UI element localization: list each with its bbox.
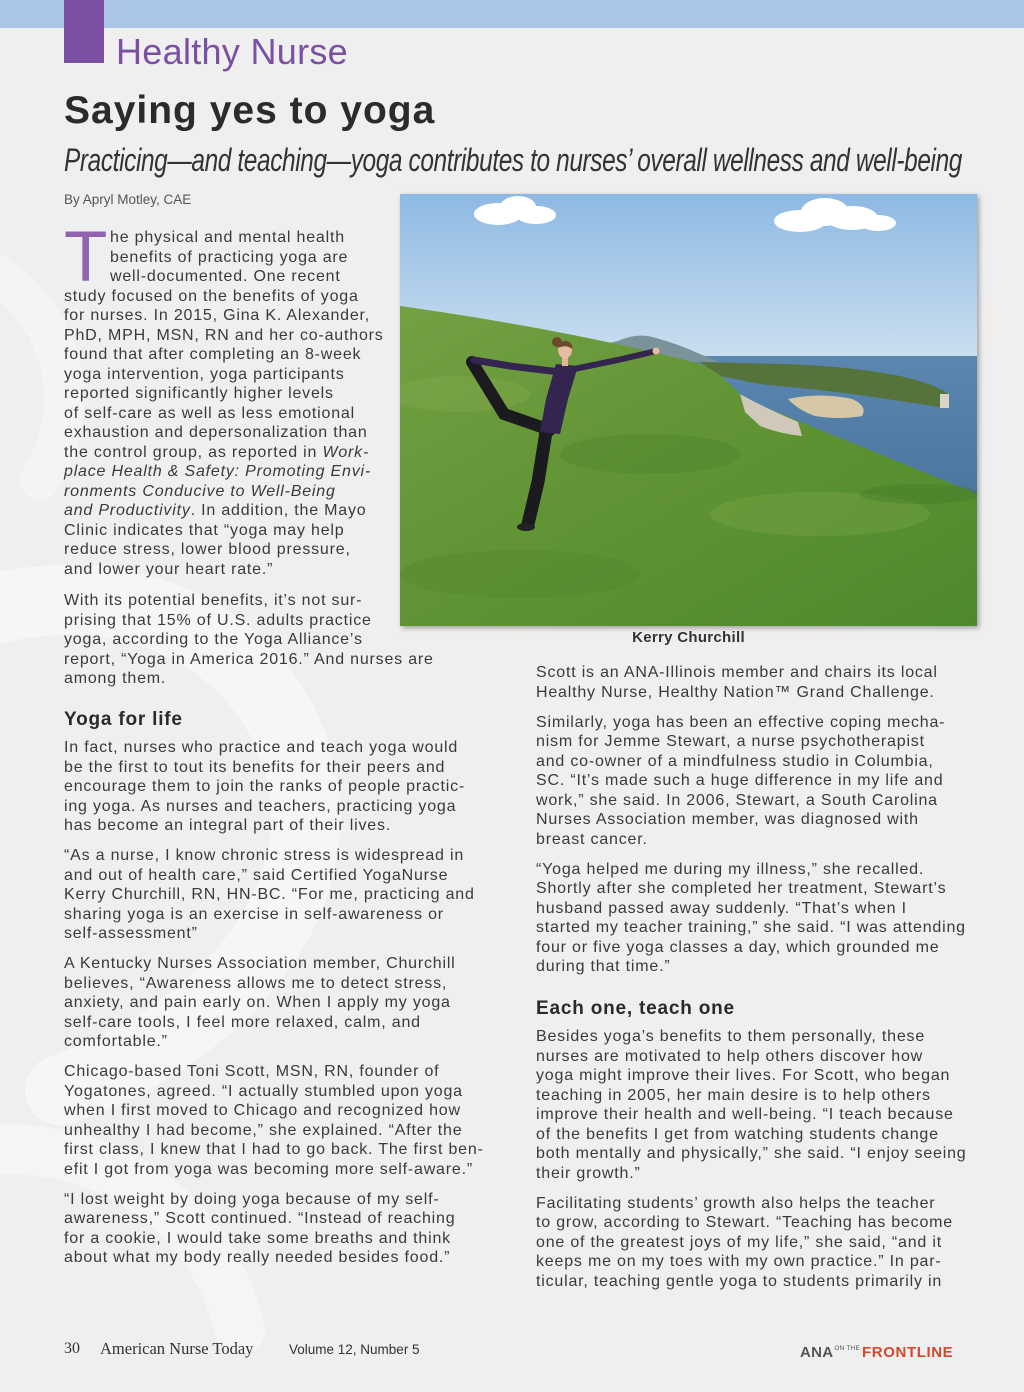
issue-info: Volume 12, Number 5: [289, 1342, 420, 1357]
far-cliff: [940, 394, 949, 408]
journal-title: Work- place Health & Safety: Promoting Envi- ronments Conducive to Well-Being and Productivity: [64, 443, 371, 519]
article-photo: [400, 194, 977, 626]
body-paragraph: In fact, nurses who practice and teach yoga would be the first to tout its benefits for their peers and encourage them to join the ranks of people practic- ing yoga. As nurses and teachers, practicing yoga has become an integral part of their lives.: [64, 739, 466, 834]
logo-ana: ANA: [800, 1344, 834, 1361]
body-paragraph: “Yoga helped me during my illness,” she recalled. Shortly after she completed her treatment, Stewart’s husband passed away suddenly. “That’s when I started my teacher training,” she said. “I was attending four or five yoga classes a day, which grounded me during that time.”: [536, 860, 966, 975]
byline: By Apryl Motley, CAE: [64, 192, 192, 207]
article-title: Saying yes to yoga: [64, 89, 436, 132]
left-column-body: [64, 738, 514, 1268]
top-color-band: [0, 0, 1024, 28]
logo-frontline: FRONTLINE: [862, 1344, 954, 1361]
body-paragraph: “I lost weight by doing yoga because of my self- awareness,” Scott continued. “Instead of reaching for a cookie, I would take some breaths and think about what my body really needed besides food.”: [64, 1190, 456, 1266]
body-paragraph: Similarly, yoga has been an effective coping mecha- nism for Jemme Stewart, a nurse psychotherapist and co-owner of a mindfulness studio in Columbia, SC. “It’s made such a huge difference in my life and work,” she said. In 2006, Stewart, a South Carolina Nurses Association member, was diagnosed with breast cancer.: [536, 713, 946, 848]
body-paragraph: Chicago-based Toni Scott, MSN, RN, founder of Yogatones, agreed. “I actually stumbled upon yoga when I first moved to Chicago and recognized how unhealthy I had become,” she explained. “After the first class, I knew that I had to go back. The first ben- efit I got from yoga was becoming more self-aware.”: [64, 1063, 484, 1178]
body-paragraph: With its potential benefits, it’s not sur- prising that 15% of U.S. adults practice yoga, according to the Yoga Alliance’s report, “Yoga in America 2016.” And nurses are among them.: [64, 592, 434, 687]
intro-text: he physical and mental health benefits of practicing yoga are well-documented. One recent study focused on the benefits of yoga for nurses. In 2015, Gina K. Alexander, PhD, MPH, MSN, RN and her co-authors found that after completing an 8-week yoga intervention, yoga participants reported significantly higher levels of self-care as well as less emotional exhaustion and depersonalization than the control group, as reported in: [64, 229, 384, 461]
drop-cap: T: [64, 218, 108, 297]
section-heading: Each one, teach one: [536, 998, 735, 1019]
body-paragraph: Besides yoga’s benefits to them personally, these nurses are motivated to help others discover how yoga might improve their lives. For Scott, who began teaching in 2005, her main desire is to help others improve their health and well-being. “I teach because of the benefits I get from watching students change both mentally and physically,” she said. “I enjoy seeing their growth.”: [536, 1028, 967, 1182]
section-name: Healthy Nurse: [116, 31, 348, 72]
photo-caption: Kerry Churchill: [632, 629, 745, 646]
intro-paragraph: [64, 218, 464, 579]
body-paragraph: Scott is an ANA-Illinois member and chairs its local Healthy Nurse, Healthy Nation™ Grand Challenge.: [536, 664, 938, 701]
page-number: 30: [64, 1340, 80, 1357]
photo-scene: [400, 194, 977, 626]
body-paragraph: A Kentucky Nurses Association member, Churchill believes, “Awareness allows me to detect stress, anxiety, and pain early on. When I apply my yoga self-care tools, I feel more relaxed, calm, and comfortable.”: [64, 955, 456, 1050]
section-color-tab: [64, 0, 104, 63]
right-column-bottom: [536, 1027, 986, 1291]
publication-name: American Nurse Today: [100, 1339, 254, 1358]
ana-frontline-logo: [800, 1339, 953, 1363]
left-column-intro: [64, 218, 464, 689]
intro-text-continued: . In addition, the Mayo Clinic indicates that “yoga may help reduce stress, lower blood pressure, and lower your heart rate.”: [64, 502, 367, 578]
section-heading: Yoga for life: [64, 709, 183, 730]
article-subtitle: [64, 140, 962, 186]
body-paragraph: Facilitating students’ growth also helps the teacher to grow, according to Stewart. “Teaching has become one of the greatest joys of my life,” she said, “and it keeps me on my toes with my own practice.” In par- ticular, teaching gentle yoga to students primarily in: [536, 1194, 954, 1290]
body-paragraph: “As a nurse, I know chronic stress is widespread in and out of health care,” said Certified YogaNurse Kerry Churchill, RN, HN-BC. “For me, practicing and sharing yoga is an exercise in self-awareness or self-assessment”: [64, 847, 475, 942]
right-column-top: [536, 663, 986, 977]
article-subtitle-text: Practicing—and teaching—yoga contributes to nurses’ overall wellness and well-being: [64, 142, 962, 178]
logo-on-the: ON THE: [834, 1345, 861, 1352]
